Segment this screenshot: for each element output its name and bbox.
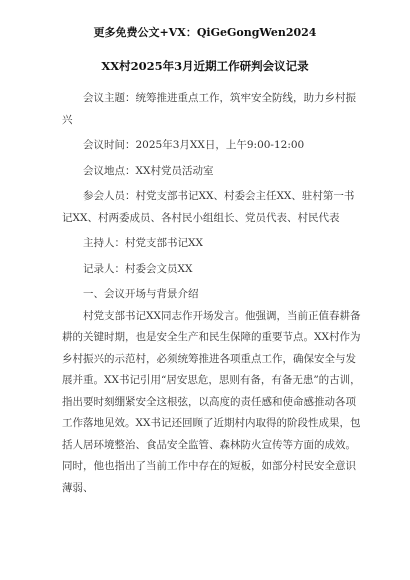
- watermark-header: 更多免费公文+VX：QiGeGongWen2024: [93, 26, 317, 39]
- meeting-time: 会议时间：2025年3月XX日，上午9:00-12:00: [83, 139, 305, 151]
- meeting-attendees: 参会人员：村党支部书记XX、村委会主任XX、驻村第一书记XX、村两委成员、各村民小组组长、党员代表、村民代表: [62, 190, 355, 224]
- document-body: [62, 88, 362, 503]
- meeting-topic: 会议主题：统筹推进重点工作，筑牢安全防线，助力乡村振兴: [62, 92, 356, 126]
- section-heading: 一、会议开场与背景介绍: [83, 288, 199, 300]
- document-title: XX村2025年3月近期工作研判会议记录: [101, 59, 309, 73]
- body-paragraph: 村党支部书记XX同志作开场发言。他强调，当前正值春耕备耕的关键时期，也是安全生产和民生保障的重要节点。XX村作为乡村振兴的示范村，必须统筹推进各项重点工作，确保安全与发展并重。XX书记引用“居安思危，思则有备，有备无患”的古训，指出要时刻绷紧安全这根弦，以高度的责任感和使命感推动各项工作落地见效。XX书记还回顾了近期村内取得的阶段性成果，包括人居环境整治、食品安全监管、森林防火宣传等方面的成效。同时，他也指出了当前工作中存在的短板，如部分村民安全意识薄弱、: [62, 309, 361, 494]
- meeting-location: 会议地点：XX村党员活动室: [83, 164, 214, 177]
- meeting-host: 主持人：村党支部书记XX: [83, 237, 203, 249]
- meeting-recorder: 记录人：村委会文员XX: [83, 262, 193, 275]
